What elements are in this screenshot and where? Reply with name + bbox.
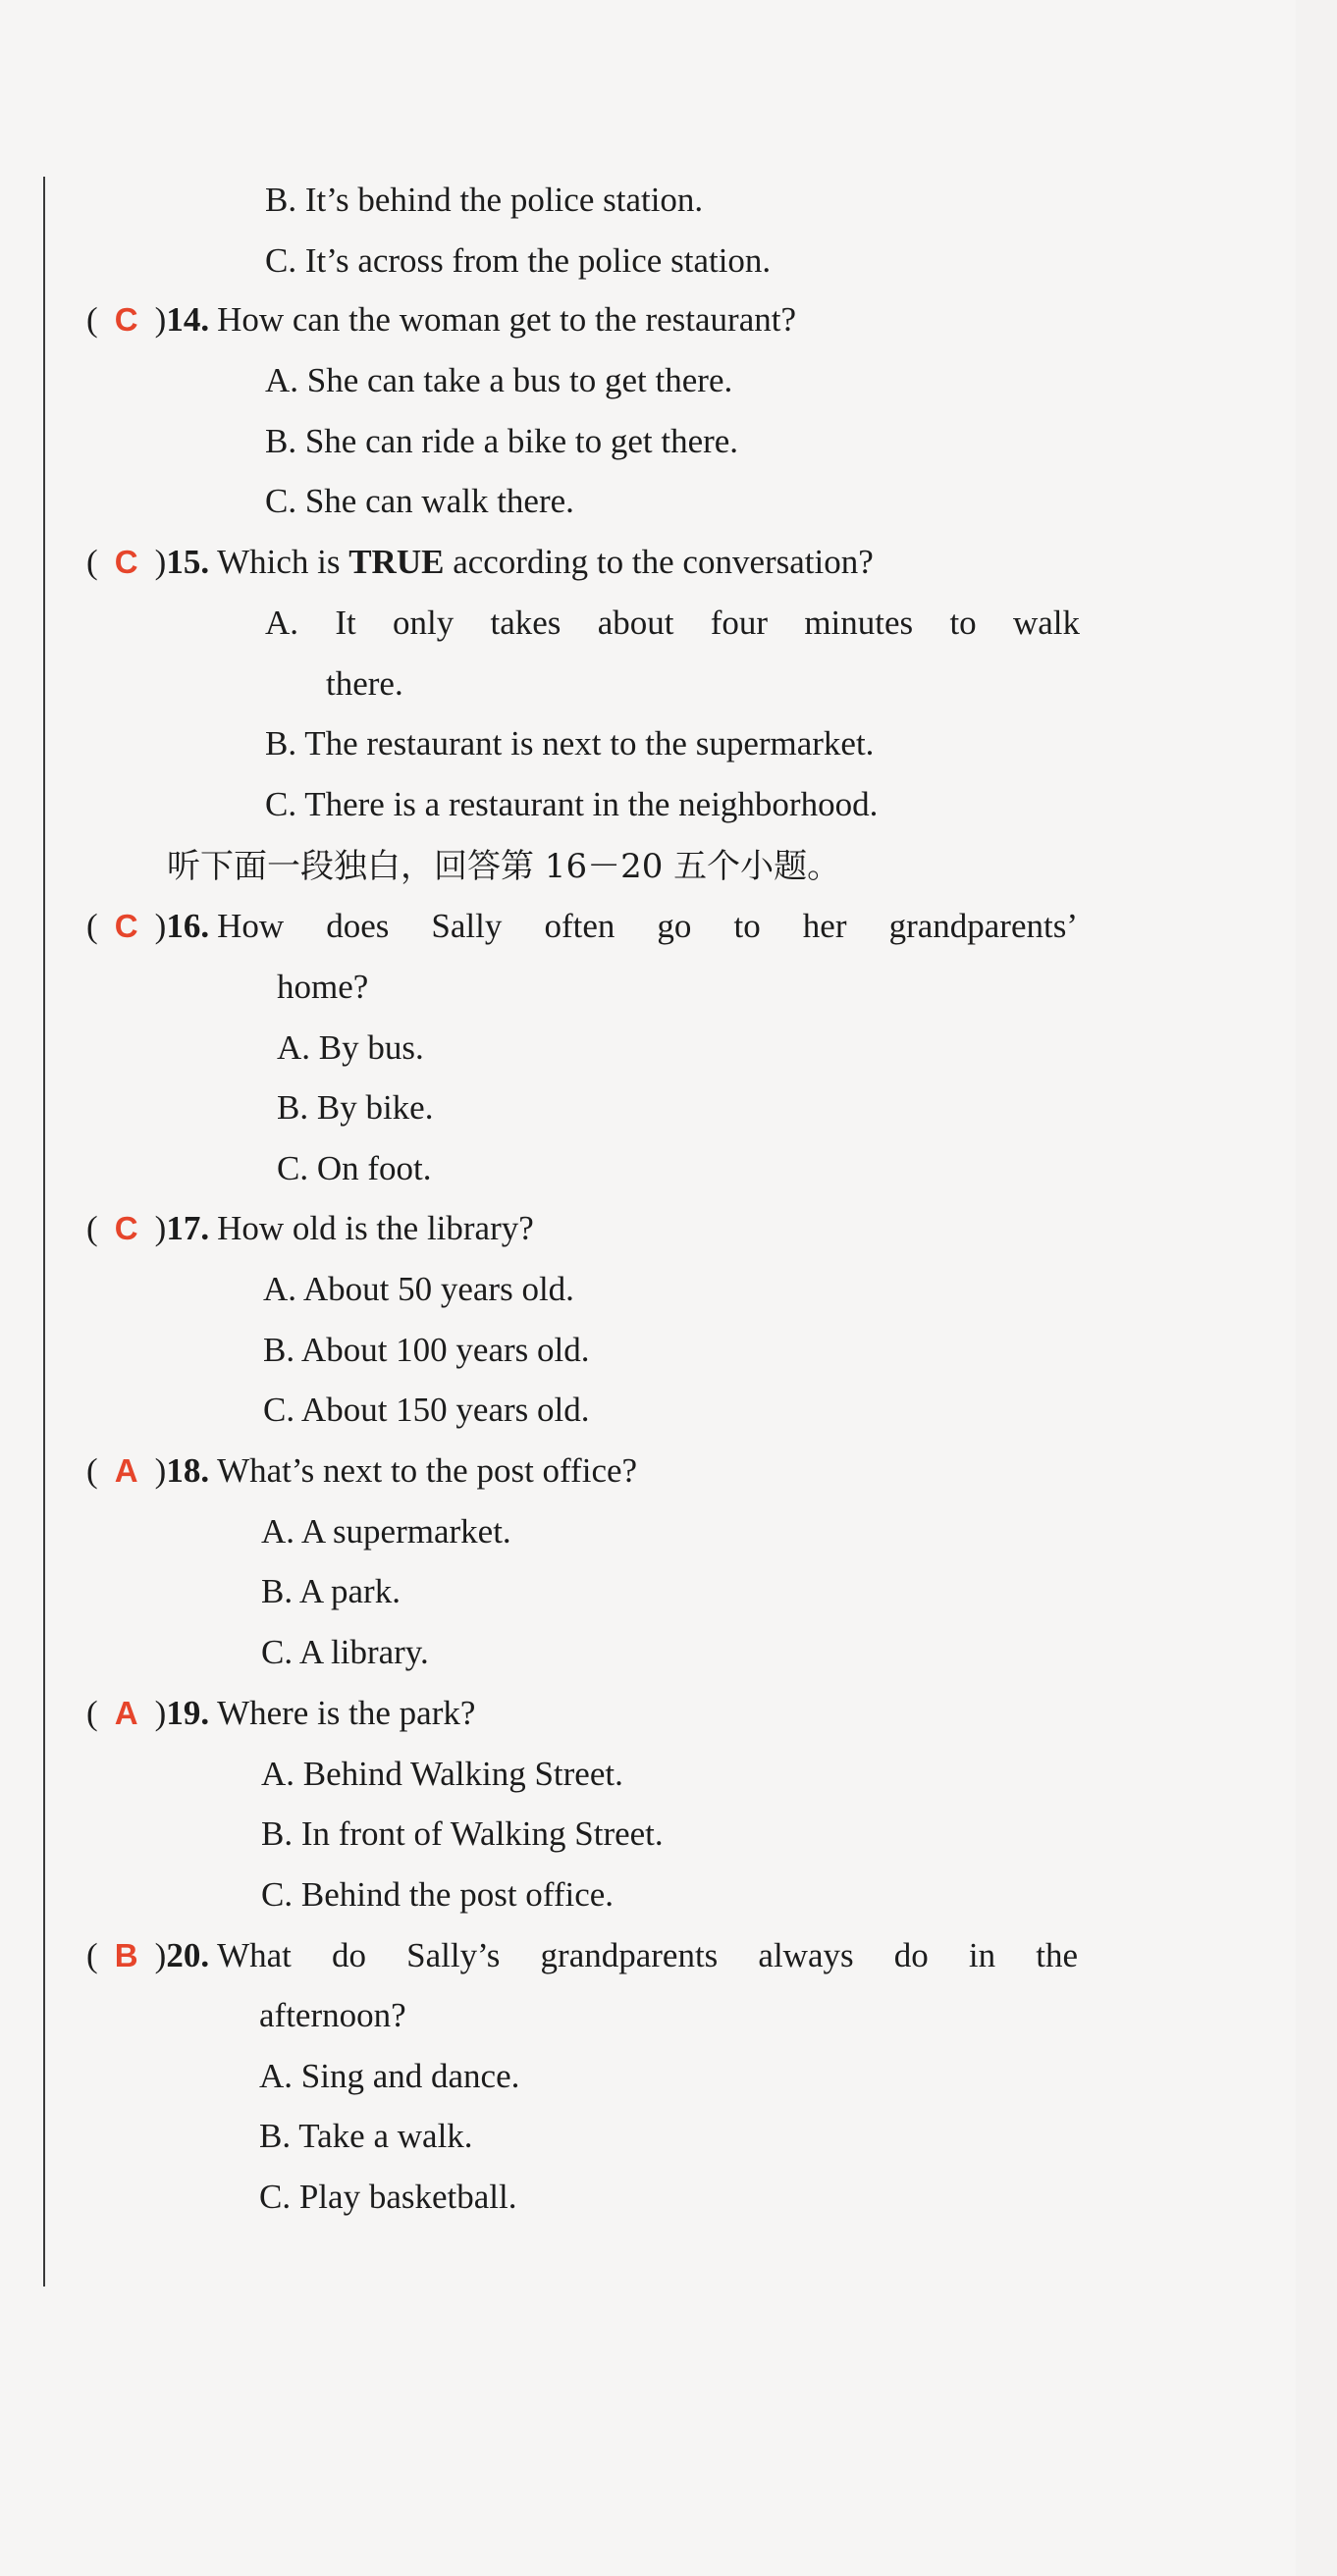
paren-close: ) — [154, 1936, 167, 1974]
question-20 — [86, 1936, 1078, 1975]
question-number: 16. — [166, 907, 210, 945]
question-text: Where is the park? — [217, 1694, 476, 1732]
margin-rule — [43, 177, 45, 2287]
question-number: 15. — [166, 543, 210, 581]
question-14 — [86, 300, 796, 340]
answer-mark: C — [114, 301, 138, 338]
answer-mark: A — [114, 1452, 138, 1489]
q15-option-a-cont: there. — [326, 664, 403, 703]
q19-option-a: A. Behind Walking Street. — [261, 1755, 623, 1793]
q18-option-c: C. A library. — [261, 1633, 429, 1671]
paren-open: ( — [86, 1451, 98, 1490]
question-number: 18. — [166, 1451, 210, 1490]
question-17 — [86, 1209, 534, 1248]
answer-mark: B — [114, 1937, 138, 1973]
question-text: What do Sally’s grandparents always do in the — [217, 1936, 1078, 1974]
section-heading: 听下面一段独白，回答第 16－20 五个小题。 — [167, 847, 841, 886]
q19-option-b: B. In front of Walking Street. — [261, 1814, 664, 1853]
question-text: How old is the library? — [217, 1209, 534, 1247]
paren-open: ( — [86, 1209, 98, 1247]
q14-option-c: C. She can walk there. — [265, 482, 574, 520]
question-number: 17. — [166, 1209, 210, 1247]
q16-option-a: A. By bus. — [277, 1028, 424, 1067]
q16-option-c: C. On foot. — [277, 1149, 432, 1187]
answer-mark: C — [114, 1210, 138, 1246]
paren-open: ( — [86, 1936, 98, 1974]
question-number: 19. — [166, 1694, 210, 1732]
paren-close: ) — [154, 1694, 167, 1732]
question-16 — [86, 907, 1078, 946]
paren-open: ( — [86, 300, 98, 339]
question-text: How can the woman get to the restaurant? — [217, 300, 796, 339]
q15-option-a: A. It only takes about four minutes to walk — [265, 604, 1080, 642]
answer-mark: C — [114, 544, 138, 580]
paren-close: ) — [154, 1209, 167, 1247]
q18-option-b: B. A park. — [261, 1572, 401, 1610]
paren-close: ) — [154, 1451, 167, 1490]
question-number: 14. — [166, 300, 210, 339]
question-18 — [86, 1451, 637, 1491]
paren-open: ( — [86, 543, 98, 581]
answer-mark: C — [114, 908, 138, 944]
question-19 — [86, 1694, 475, 1733]
q14-option-b: B. She can ride a bike to get there. — [265, 422, 739, 460]
paren-close: ) — [154, 300, 167, 339]
paren-open: ( — [86, 1694, 98, 1732]
question-text-post: according to the conversation? — [444, 543, 874, 581]
q16-question-cont: home? — [277, 968, 369, 1006]
question-text-pre: Which is — [217, 543, 349, 581]
q15-option-c: C. There is a restaurant in the neighborhood. — [265, 785, 879, 823]
q20-option-c: C. Play basketball. — [259, 2178, 517, 2216]
paren-open: ( — [86, 907, 98, 945]
q20-option-a: A. Sing and dance. — [259, 2057, 520, 2095]
q19-option-c: C. Behind the post office. — [261, 1875, 615, 1914]
answer-mark: A — [114, 1695, 138, 1731]
q17-option-a: A. About 50 years old. — [263, 1270, 574, 1308]
question-text-emphasis: TRUE — [348, 543, 445, 581]
q15-option-b: B. The restaurant is next to the supermarket. — [265, 724, 875, 762]
q13-option-b: B. It’s behind the police station. — [265, 181, 704, 219]
question-text: How does Sally often go to her grandparents’ — [217, 907, 1078, 945]
q20-option-b: B. Take a walk. — [259, 2117, 473, 2155]
paren-close: ) — [154, 543, 167, 581]
q17-option-c: C. About 150 years old. — [263, 1391, 590, 1429]
question-number: 20. — [166, 1936, 210, 1974]
paren-close: ) — [154, 907, 167, 945]
question-15 — [86, 543, 874, 582]
q14-option-a: A. She can take a bus to get there. — [265, 361, 733, 399]
q20-question-cont: afternoon? — [259, 1996, 406, 2034]
q13-option-c: C. It’s across from the police station. — [265, 241, 772, 280]
q16-option-b: B. By bike. — [277, 1088, 434, 1127]
q18-option-a: A. A supermarket. — [261, 1512, 511, 1551]
q17-option-b: B. About 100 years old. — [263, 1331, 590, 1369]
question-text: What’s next to the post office? — [217, 1451, 638, 1490]
